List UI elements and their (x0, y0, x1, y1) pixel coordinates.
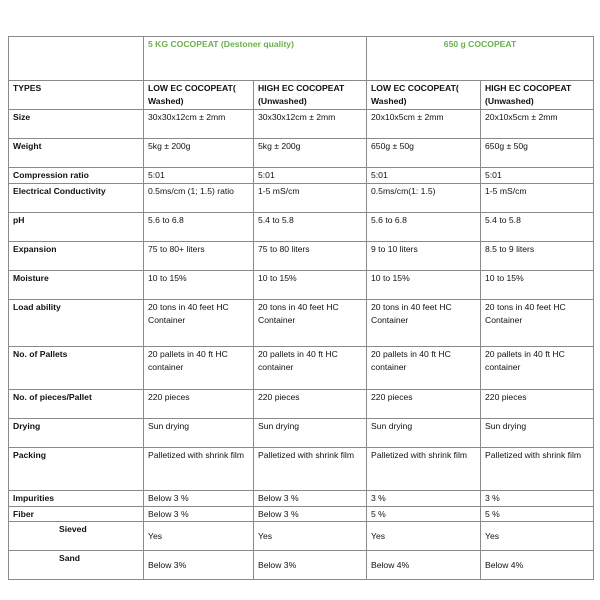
value-cell: 20 tons in 40 feet HC Container (367, 300, 481, 347)
value-cell: 5 % (367, 506, 481, 522)
row-label: Fiber (9, 506, 144, 522)
value-cell: Yes (254, 522, 367, 551)
type-cell: LOW EC COCOPEAT( Washed) (144, 81, 254, 110)
value-cell: 5.6 to 6.8 (367, 213, 481, 242)
value-cell: 20 tons in 40 feet HC Container (481, 300, 594, 347)
spec-row (9, 213, 594, 242)
value-cell: 10 to 15% (254, 271, 367, 300)
value-cell: Yes (144, 522, 254, 551)
group-650g-heading: 650 g COCOPEAT (367, 37, 594, 81)
value-cell: 10 to 15% (144, 271, 254, 300)
value-cell: Sun drying (481, 419, 594, 448)
row-label: Expansion (9, 242, 144, 271)
spec-row (9, 184, 594, 213)
value-cell: 1-5 mS/cm (481, 184, 594, 213)
group-header-row (9, 37, 594, 81)
row-label: Electrical Conductivity (9, 184, 144, 213)
types-row (9, 81, 594, 110)
value-cell: 650g ± 50g (367, 139, 481, 168)
value-cell: 30x30x12cm ± 2mm (144, 110, 254, 139)
value-cell: Sun drying (144, 419, 254, 448)
value-cell: Below 3% (254, 551, 367, 580)
value-cell: 5.4 to 5.8 (481, 213, 594, 242)
type-cell: LOW EC COCOPEAT( Washed) (367, 81, 481, 110)
spec-row (9, 300, 594, 347)
spec-row (9, 110, 594, 139)
spec-row (9, 551, 594, 580)
spec-row (9, 242, 594, 271)
row-label: Sieved (9, 522, 144, 551)
row-label: Size (9, 110, 144, 139)
value-cell: 0.5ms/cm (1; 1.5) ratio (144, 184, 254, 213)
value-cell: 3 % (367, 491, 481, 507)
value-cell: Below 3 % (144, 506, 254, 522)
value-cell: Below 4% (481, 551, 594, 580)
spec-rows (9, 110, 594, 580)
value-cell: Palletized with shrink film (367, 448, 481, 491)
row-label: Packing (9, 448, 144, 491)
value-cell: Below 3 % (254, 506, 367, 522)
value-cell: 220 pieces (144, 390, 254, 419)
value-cell: 5:01 (367, 168, 481, 184)
type-cell: HIGH EC COCOPEAT (Unwashed) (481, 81, 594, 110)
spec-row (9, 419, 594, 448)
value-cell: 8.5 to 9 liters (481, 242, 594, 271)
value-cell: 20 tons in 40 feet HC Container (144, 300, 254, 347)
value-cell: Palletized with shrink film (254, 448, 367, 491)
blank-corner-cell (9, 37, 144, 81)
value-cell: 5 % (481, 506, 594, 522)
value-cell: Yes (481, 522, 594, 551)
value-cell: Palletized with shrink film (144, 448, 254, 491)
value-cell: 3 % (481, 491, 594, 507)
value-cell: Below 3 % (254, 491, 367, 507)
value-cell: 5:01 (254, 168, 367, 184)
spec-row (9, 491, 594, 507)
row-label: pH (9, 213, 144, 242)
value-cell: 75 to 80+ liters (144, 242, 254, 271)
spec-row (9, 448, 594, 491)
row-label: Compression ratio (9, 168, 144, 184)
types-label: TYPES (9, 81, 144, 110)
spec-row (9, 139, 594, 168)
row-label: Moisture (9, 271, 144, 300)
row-label: Impurities (9, 491, 144, 507)
cocopeat-spec-table (8, 36, 594, 580)
value-cell: 30x30x12cm ± 2mm (254, 110, 367, 139)
row-label: Sand (9, 551, 144, 580)
value-cell: 9 to 10 liters (367, 242, 481, 271)
row-label: Weight (9, 139, 144, 168)
value-cell: 220 pieces (481, 390, 594, 419)
value-cell: 5kg ± 200g (144, 139, 254, 168)
spec-row (9, 347, 594, 390)
value-cell: 20x10x5cm ± 2mm (367, 110, 481, 139)
value-cell: 220 pieces (367, 390, 481, 419)
value-cell: 20 tons in 40 feet HC Container (254, 300, 367, 347)
row-label: Drying (9, 419, 144, 448)
group-5kg-heading: 5 KG COCOPEAT (Destoner quality) (144, 37, 367, 81)
value-cell: 0.5ms/cm(1: 1.5) (367, 184, 481, 213)
value-cell: 20 pallets in 40 ft HC container (367, 347, 481, 390)
value-cell: 5:01 (144, 168, 254, 184)
value-cell: 20 pallets in 40 ft HC container (144, 347, 254, 390)
value-cell: Sun drying (367, 419, 481, 448)
value-cell: Below 4% (367, 551, 481, 580)
value-cell: 650g ± 50g (481, 139, 594, 168)
value-cell: Palletized with shrink film (481, 448, 594, 491)
type-cell: HIGH EC COCOPEAT (Unwashed) (254, 81, 367, 110)
value-cell: 5.6 to 6.8 (144, 213, 254, 242)
spec-row (9, 168, 594, 184)
value-cell: Sun drying (254, 419, 367, 448)
value-cell: 5kg ± 200g (254, 139, 367, 168)
spec-row (9, 506, 594, 522)
value-cell: 220 pieces (254, 390, 367, 419)
value-cell: Yes (367, 522, 481, 551)
spec-row (9, 271, 594, 300)
value-cell: 5.4 to 5.8 (254, 213, 367, 242)
value-cell: 10 to 15% (481, 271, 594, 300)
spec-row (9, 390, 594, 419)
value-cell: 20 pallets in 40 ft HC container (481, 347, 594, 390)
value-cell: 75 to 80 liters (254, 242, 367, 271)
spec-row (9, 522, 594, 551)
row-label: No. of Pallets (9, 347, 144, 390)
value-cell: 20 pallets in 40 ft HC container (254, 347, 367, 390)
value-cell: 10 to 15% (367, 271, 481, 300)
value-cell: Below 3% (144, 551, 254, 580)
row-label: No. of pieces/Pallet (9, 390, 144, 419)
row-label: Load ability (9, 300, 144, 347)
value-cell: 1-5 mS/cm (254, 184, 367, 213)
value-cell: 5:01 (481, 168, 594, 184)
value-cell: 20x10x5cm ± 2mm (481, 110, 594, 139)
value-cell: Below 3 % (144, 491, 254, 507)
